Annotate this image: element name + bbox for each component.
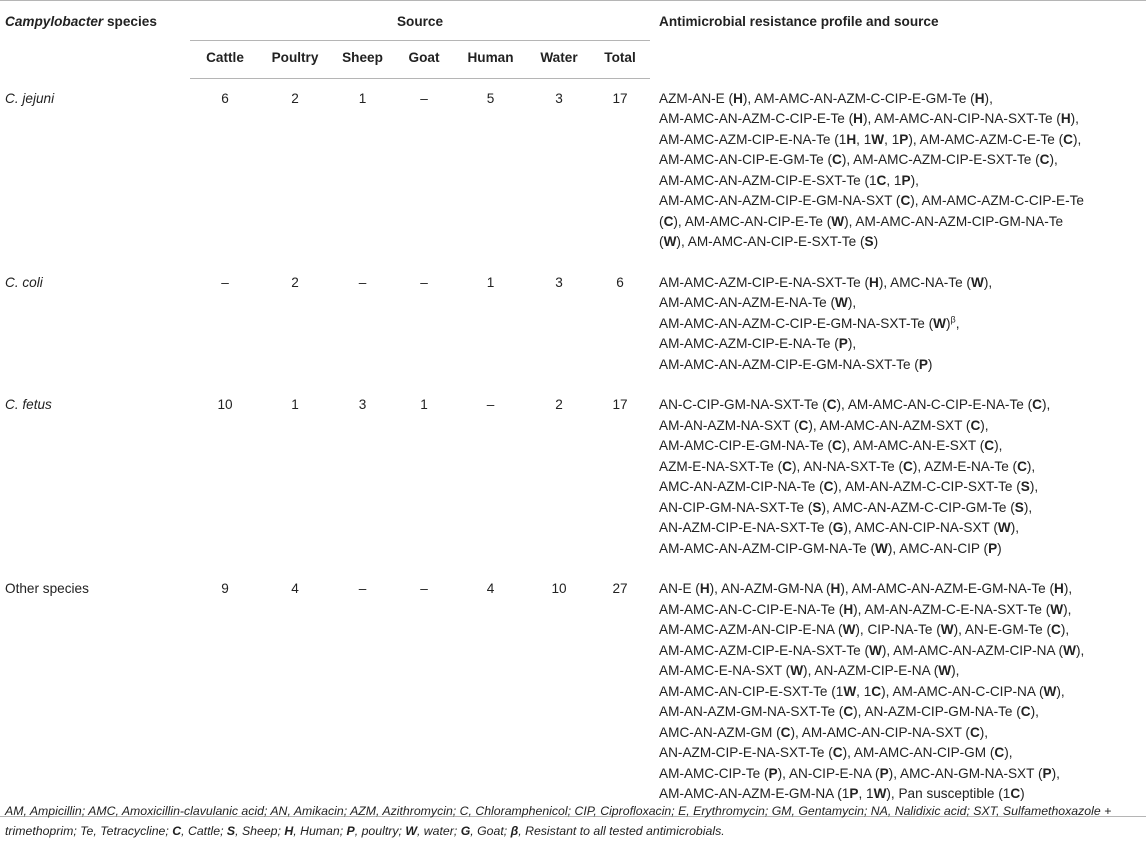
- text-segment: ): [927, 356, 933, 372]
- source-code: P: [1042, 765, 1052, 781]
- header-profile: Antimicrobial resistance profile and source: [659, 14, 939, 29]
- text-segment: (: [659, 234, 664, 249]
- source-code: C: [1039, 152, 1050, 167]
- count-human: 4: [453, 569, 528, 816]
- source-code: C: [663, 213, 674, 229]
- text-segment: ),: [1051, 765, 1060, 781]
- source-code: C: [798, 417, 809, 433]
- source-code: C: [984, 438, 995, 453]
- count-sheep: 1: [358, 91, 367, 106]
- text-segment: AM-AN-AZM-GM-NA-SXT-Te (: [659, 704, 844, 719]
- text-segment: (: [659, 213, 664, 229]
- header-row-top: [0, 0, 1146, 40]
- source-code: W: [940, 622, 954, 637]
- source-code: S: [1020, 479, 1030, 494]
- text-segment: ,: [955, 315, 960, 331]
- text-segment: AM-AMC-AN-AZM-C-CIP-E-GM-NA-SXT-Te (: [659, 315, 934, 331]
- source-code: W: [835, 295, 848, 310]
- source-code: W: [843, 683, 857, 699]
- text-segment: AM-AMC-AN-C-CIP-E-NA-Te (: [659, 601, 844, 617]
- text-segment: , Cattle;: [181, 823, 227, 838]
- text-segment: ),: [1026, 458, 1036, 474]
- source-code: P: [988, 540, 998, 556]
- count-cattle: 6: [221, 91, 229, 106]
- text-segment: ),: [1070, 111, 1079, 126]
- profile-line: [659, 293, 1146, 314]
- text-segment: ), AM-AMC-AN-AZM-E-GM-NA-Te (: [840, 581, 1055, 596]
- text-segment: , Resistant to all tested antimicrobials.: [518, 823, 725, 838]
- text-segment: ), AN-NA-SXT-Te (: [791, 458, 904, 474]
- source-code: W: [933, 315, 947, 331]
- source-code: P: [899, 131, 909, 147]
- source-code: G: [832, 520, 844, 535]
- text-segment: ),: [983, 274, 993, 290]
- text-segment: ), AN-AZM-GM-NA (: [709, 581, 831, 596]
- source-code: C: [871, 683, 882, 699]
- profile-line: [659, 498, 1146, 519]
- text-segment: ), AM-AN-AZM-C-CIP-SXT-Te (: [833, 479, 1021, 494]
- source-code: H: [284, 823, 294, 838]
- text-segment: AM-AMC-AZM-AN-CIP-E-NA (: [659, 622, 843, 637]
- header-poultry: Poultry: [260, 40, 330, 79]
- text-segment: ): [1020, 786, 1025, 801]
- text-segment: AM-AN-AZM-NA-SXT (: [659, 417, 799, 433]
- source-code: W: [663, 234, 677, 249]
- text-segment: ), AM-AMC-AN-AZM-C-CIP-E-GM-Te (: [742, 90, 975, 106]
- text-segment: ), AM-AMC-AN-AZM-CIP-GM-NA-Te: [844, 213, 1064, 229]
- resistance-profile: [650, 79, 1146, 263]
- count-cattle: 10: [217, 397, 233, 412]
- profile-line: [659, 171, 1146, 192]
- count-human: 1: [486, 274, 495, 290]
- profile-line: [659, 395, 1146, 416]
- text-segment: ),: [847, 295, 857, 310]
- profile-line: [659, 702, 1146, 723]
- source-code: P: [849, 786, 859, 801]
- source-code: S: [812, 499, 822, 515]
- profile-line: [659, 355, 1146, 376]
- text-segment: ), AM-AMC-AZM-CIP-E-SXT-Te (: [841, 152, 1040, 167]
- text-segment: AM-AMC-AN-AZM-CIP-E-GM-NA-SXT-Te (: [659, 356, 919, 372]
- source-code: H: [869, 274, 879, 290]
- source-code: G: [460, 823, 471, 838]
- source-code: C: [831, 152, 842, 167]
- source-code: W: [869, 642, 882, 658]
- source-code: P: [838, 336, 848, 351]
- profile-line: [659, 232, 1146, 253]
- text-segment: ),: [1023, 499, 1033, 515]
- text-segment: ), AM-AMC-AN-C-CIP-E-NA-Te (: [836, 397, 1033, 412]
- text-segment: ),: [1010, 520, 1020, 535]
- text-segment: , 1: [884, 131, 900, 147]
- source-code: C: [780, 724, 791, 740]
- count-human: 5: [486, 91, 495, 106]
- count-human: –: [486, 397, 495, 412]
- count-total: 17: [612, 397, 628, 412]
- profile-line: [659, 518, 1146, 539]
- species-name: C. fetus: [5, 397, 52, 412]
- text-segment: , 1: [886, 172, 902, 188]
- species-name: C. jejuni: [5, 90, 55, 106]
- text-segment: AM-AMC-AN-AZM-CIP-GM-NA-Te (: [659, 540, 876, 556]
- text-segment: ): [997, 540, 1002, 556]
- resistance-profile: [650, 263, 1146, 386]
- text-segment: ),: [994, 438, 1003, 453]
- text-segment: ),: [847, 336, 857, 351]
- count-water: 2: [555, 397, 563, 412]
- count-total: 6: [616, 274, 624, 290]
- text-segment: ), AM-AMC-AN-CIP-NA-SXT (: [790, 724, 970, 740]
- source-code: W: [970, 274, 984, 290]
- count-total: 17: [612, 91, 628, 106]
- profile-line: [659, 436, 1146, 457]
- source-code: S: [864, 234, 874, 249]
- profile-line: [659, 764, 1146, 785]
- text-segment: AM-AMC-AN-AZM-C-CIP-E-Te (: [659, 111, 854, 126]
- beta-marker: β: [950, 313, 956, 324]
- source-code: C: [900, 193, 911, 208]
- source-code: C: [903, 458, 913, 474]
- profile-line: [659, 477, 1146, 498]
- count-sheep: 3: [358, 397, 367, 412]
- source-code: C: [994, 745, 1005, 760]
- text-segment: AM-AMC-AN-CIP-E-SXT-Te (1: [659, 683, 844, 699]
- profile-line: [659, 457, 1146, 478]
- source-code: H: [1054, 581, 1064, 596]
- table-row: [0, 569, 1146, 816]
- text-segment: AM-AMC-E-NA-SXT (: [659, 663, 791, 678]
- count-poultry: 2: [291, 274, 299, 290]
- count-poultry: 4: [260, 569, 330, 816]
- profile-line: [659, 416, 1146, 437]
- header-water: Water: [528, 40, 590, 79]
- profile-line: [659, 661, 1146, 682]
- source-code: H: [974, 90, 985, 106]
- source-code: W: [873, 786, 887, 801]
- source-code: C: [1051, 622, 1061, 637]
- source-code: C: [970, 417, 981, 433]
- profile-line: [659, 620, 1146, 641]
- source-code: H: [843, 601, 854, 617]
- text-segment: AM-AMC-AN-AZM-E-NA-Te (: [659, 295, 835, 310]
- source-code: P: [879, 765, 889, 781]
- header-source: Source: [190, 0, 650, 40]
- source-code: C: [1063, 131, 1073, 147]
- source-code: P: [346, 823, 355, 838]
- text-segment: AM-AMC-AN-AZM-CIP-E-GM-NA-SXT (: [659, 193, 901, 208]
- text-segment: AM-AMC-CIP-Te (: [659, 765, 769, 781]
- source-code: C: [1017, 458, 1027, 474]
- text-segment: ),: [1030, 704, 1039, 719]
- profile-line: [659, 600, 1146, 621]
- text-segment: ),: [910, 172, 919, 188]
- text-segment: ), AN-E-GM-Te (: [953, 622, 1052, 637]
- text-segment: ), Pan susceptible (1: [886, 786, 1011, 801]
- source-code: H: [846, 131, 857, 147]
- source-code: W: [871, 131, 885, 147]
- text-segment: AN-C-CIP-GM-NA-SXT-Te (: [659, 397, 827, 412]
- text-segment: , poultry;: [354, 823, 406, 838]
- text-segment: AM-AMC-AN-CIP-E-GM-Te (: [659, 152, 832, 167]
- count-water: 3: [555, 274, 563, 290]
- text-segment: ),: [1075, 642, 1085, 658]
- source-code: C: [172, 823, 182, 838]
- header-sheep: Sheep: [330, 40, 395, 79]
- header-human: Human: [453, 40, 528, 79]
- table-row: [0, 263, 1146, 386]
- source-code: β: [510, 823, 519, 838]
- source-code: C: [1010, 786, 1021, 801]
- count-goat: 1: [420, 397, 428, 412]
- source-code: C: [1020, 704, 1031, 719]
- profile-line: [659, 130, 1146, 151]
- source-code: W: [842, 622, 856, 637]
- source-code: C: [876, 172, 887, 188]
- text-segment: AM, Ampicillin; AMC, Amoxicillin-clavulanic acid; AN, Amikacin; AZM, Azithromycin; C, Chloramphenicol; CIP, Ciprofloxacin; E, Erythromycin; GM, Gentamycin; NA, Nalidixic acid; SXT, Sulfamethoxazole + trimethoprim; Te, Tetracycline;: [5, 804, 1112, 838]
- profile-line: [659, 191, 1146, 212]
- source-code: S: [226, 823, 236, 838]
- text-segment: ), AMC-AN-AZM-C-CIP-GM-Te (: [821, 499, 1015, 515]
- header-species-suffix: species: [103, 14, 157, 29]
- text-segment: AM-AMC-AZM-CIP-E-NA-Te (1: [659, 131, 847, 147]
- source-code: C: [831, 438, 842, 453]
- count-sheep: –: [330, 569, 395, 816]
- source-code: S: [1014, 499, 1024, 515]
- text-segment: ),: [951, 663, 960, 678]
- text-segment: ), AMC-AN-GM-NA-SXT (: [888, 765, 1043, 781]
- text-segment: ), AMC-AN-CIP (: [887, 540, 989, 556]
- profile-line: [659, 273, 1146, 294]
- text-segment: ),: [1029, 479, 1039, 494]
- text-segment: ),: [980, 417, 989, 433]
- text-segment: AN-AZM-CIP-E-NA-SXT-Te (: [659, 520, 833, 535]
- source-code: P: [901, 172, 911, 188]
- text-segment: ),: [1056, 683, 1065, 699]
- table-footnote: [5, 802, 1139, 841]
- text-segment: ),: [1072, 131, 1082, 147]
- text-segment: ), AM-AMC-AN-CIP-GM (: [842, 745, 995, 760]
- source-code: C: [826, 397, 837, 412]
- text-segment: AZM-E-NA-SXT-Te (: [659, 458, 783, 474]
- count-cattle: 9: [190, 569, 260, 816]
- text-segment: ), AN-AZM-CIP-GM-NA-Te (: [853, 704, 1021, 719]
- profile-line: [659, 89, 1146, 110]
- text-segment: ), AM-AMC-AN-AZM-SXT (: [808, 417, 971, 433]
- table-body: [0, 79, 1146, 817]
- header-goat: Goat: [395, 40, 453, 79]
- text-segment: AN-E (: [659, 581, 700, 596]
- source-code: W: [405, 823, 417, 838]
- profile-line: [659, 150, 1146, 171]
- text-segment: ),: [1049, 152, 1058, 167]
- text-segment: AMC-AN-AZM-GM (: [659, 724, 781, 740]
- source-code: W: [831, 213, 845, 229]
- profile-line: [659, 743, 1146, 764]
- text-segment: AM-AMC-AZM-CIP-E-NA-SXT-Te (: [659, 274, 869, 290]
- profile-line: [659, 682, 1146, 703]
- text-segment: ), AMC-NA-Te (: [878, 274, 971, 290]
- text-segment: ), AM-AN-AZM-C-E-NA-SXT-Te (: [853, 601, 1051, 617]
- text-segment: AM-AMC-AZM-CIP-E-NA-SXT-Te (: [659, 642, 869, 658]
- text-segment: , 1: [858, 786, 874, 801]
- text-segment: ),: [979, 724, 989, 740]
- resistance-profile: [650, 569, 1146, 816]
- source-code: W: [938, 663, 952, 678]
- header-species: [0, 0, 190, 79]
- text-segment: ), AM-AMC-AN-AZM-CIP-NA (: [881, 642, 1064, 658]
- source-code: H: [830, 581, 841, 596]
- source-code: H: [853, 111, 863, 126]
- table-row: [0, 79, 1146, 263]
- text-segment: ), AM-AMC-AN-E-SXT (: [841, 438, 985, 453]
- source-code: H: [1060, 111, 1071, 126]
- text-segment: , 1: [856, 131, 872, 147]
- text-segment: ), AN-CIP-E-NA (: [777, 765, 880, 781]
- text-segment: ), AM-AMC-AN-CIP-E-Te (: [673, 213, 832, 229]
- text-segment: ), AM-AMC-AN-CIP-E-SXT-Te (: [676, 234, 865, 249]
- text-segment: ), CIP-NA-Te (: [855, 622, 941, 637]
- text-segment: AN-CIP-GM-NA-SXT-Te (: [659, 499, 813, 515]
- source-code: C: [843, 704, 854, 719]
- text-segment: AM-AMC-AN-AZM-CIP-E-SXT-Te (1: [659, 172, 877, 188]
- source-code: H: [733, 90, 743, 106]
- profile-line: [659, 109, 1146, 130]
- count-total: 27: [590, 569, 650, 816]
- text-segment: AZM-AN-E (: [659, 90, 734, 106]
- profile-line: [659, 579, 1146, 600]
- count-sheep: –: [358, 274, 367, 290]
- source-code: W: [790, 663, 804, 678]
- text-segment: ),: [1063, 581, 1073, 596]
- source-code: P: [918, 356, 928, 372]
- text-segment: AM-AMC-AN-AZM-E-GM-NA (1: [659, 786, 850, 801]
- text-segment: , Goat;: [470, 823, 511, 838]
- species-name: Other species: [0, 569, 190, 816]
- text-segment: ),: [1060, 622, 1070, 637]
- species-name: C. coli: [5, 274, 43, 290]
- profile-line: [659, 539, 1146, 560]
- resistance-profile: [650, 385, 1146, 569]
- text-segment: AM-AMC-AZM-CIP-E-NA-Te (: [659, 336, 839, 351]
- text-segment: ): [873, 234, 879, 249]
- text-segment: ), AM-AMC-AN-CIP-NA-SXT-Te (: [862, 111, 1061, 126]
- text-segment: ), AN-AZM-CIP-E-NA (: [803, 663, 939, 678]
- count-goat: –: [395, 569, 453, 816]
- source-code: C: [823, 479, 834, 494]
- profile-line: [659, 723, 1146, 744]
- text-segment: ),: [1063, 601, 1072, 617]
- source-code: C: [969, 724, 980, 740]
- header-species-genus: Campylobacter: [5, 14, 104, 29]
- source-code: H: [699, 581, 710, 596]
- count-goat: –: [420, 274, 428, 290]
- source-code: C: [782, 458, 792, 474]
- text-segment: AMC-AN-AZM-CIP-NA-Te (: [659, 479, 824, 494]
- table-row: [0, 385, 1146, 569]
- count-cattle: –: [221, 274, 229, 290]
- text-segment: ), AM-AMC-AN-C-CIP-NA (: [881, 683, 1044, 699]
- text-segment: AM-AMC-CIP-E-GM-NA-Te (: [659, 438, 832, 453]
- text-segment: , water;: [416, 823, 461, 838]
- count-goat: –: [420, 91, 428, 106]
- text-segment: , 1: [856, 683, 872, 699]
- text-segment: ), AM-AMC-AZM-C-CIP-E-Te: [910, 193, 1084, 208]
- text-segment: ),: [1004, 745, 1013, 760]
- text-segment: ),: [984, 90, 993, 106]
- text-segment: ), AM-AMC-AZM-C-E-Te (: [908, 131, 1064, 147]
- source-code: W: [1063, 642, 1076, 658]
- source-code: C: [832, 745, 843, 760]
- text-segment: , Human;: [293, 823, 347, 838]
- source-code: W: [997, 520, 1011, 535]
- count-poultry: 1: [291, 397, 299, 412]
- profile-line: [659, 314, 1146, 335]
- source-code: P: [768, 765, 778, 781]
- count-water: 3: [555, 91, 563, 106]
- text-segment: ),: [1041, 397, 1051, 412]
- count-poultry: 2: [291, 91, 299, 106]
- source-code: W: [1043, 683, 1057, 699]
- text-segment: ), AMC-AN-CIP-NA-SXT (: [843, 520, 998, 535]
- text-segment: , Sheep;: [235, 823, 285, 838]
- source-code: W: [875, 540, 888, 556]
- text-segment: AN-AZM-CIP-E-NA-SXT-Te (: [659, 745, 833, 760]
- header-total: Total: [590, 40, 650, 79]
- text-segment: ): [946, 315, 951, 331]
- profile-line: [659, 212, 1146, 233]
- profile-line: [659, 334, 1146, 355]
- header-cattle: Cattle: [190, 40, 260, 79]
- source-code: W: [1050, 601, 1064, 617]
- text-segment: ), AZM-E-NA-Te (: [912, 458, 1018, 474]
- source-code: C: [1032, 397, 1042, 412]
- profile-line: [659, 641, 1146, 662]
- count-water: 10: [528, 569, 590, 816]
